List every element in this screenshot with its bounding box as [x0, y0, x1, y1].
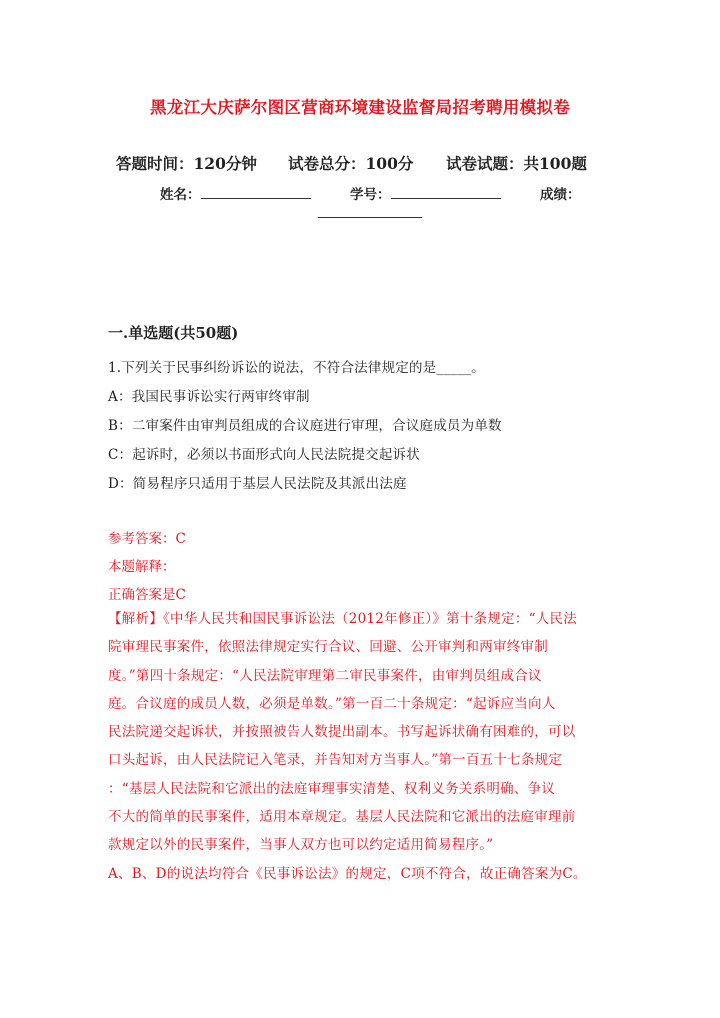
- score-blank[interactable]: [318, 205, 422, 218]
- analysis-line: 院审理民事案件，依照法律规定实行合议、回避、公开审判和两审终审制: [108, 639, 548, 656]
- analysis-line: 【解析】《中华人民共和国民事诉讼法（2012年修正）》第十条规定：“人民法: [108, 611, 578, 627]
- student-id-field-group: [350, 183, 540, 203]
- analysis-line: 不大的简单的民事案件，适用本章规定。基层人民法院和它派出的法庭审理前: [108, 809, 576, 826]
- option-a: A：我国民事诉讼实行两审终审制: [108, 389, 310, 405]
- option-c: C：起诉时，必须以书面形式向人民法院提交起诉状: [108, 447, 420, 463]
- exam-total-questions: 试卷试题：共100题: [446, 154, 587, 173]
- explanation-label: 本题解释：: [108, 559, 176, 575]
- name-blank[interactable]: [201, 186, 311, 199]
- analysis-line: 民法院递交起诉状，并按照被告人数提出副本。书写起诉状确有困难的，可以: [108, 724, 576, 741]
- student-id-blank[interactable]: [391, 186, 501, 199]
- analysis-line: A、B、D的说法均符合《民事诉讼法》的规定，C项不符合，故正确答案为C。: [108, 865, 587, 882]
- option-b: B：二审案件由审判员组成的合议庭进行审理，合议庭成员为单数: [108, 418, 502, 434]
- exam-info-line: [116, 152, 616, 174]
- student-info-line: [160, 183, 581, 203]
- student-id-label: 学号：: [350, 187, 391, 203]
- analysis-line: 口头起诉，由人民法院记入笔录，并告知对方当事人。”第一百五十七条规定: [108, 752, 563, 769]
- score-label: 成绩：: [540, 187, 581, 203]
- section-title: 一.单选题(共50题): [108, 324, 239, 342]
- name-label: 姓名：: [160, 187, 201, 203]
- option-d: D：简易程序只适用于基层人民法院及其派出法庭: [108, 476, 407, 492]
- analysis-line: 度。”第四十条规定：“人民法院审理第二审民事案件，由审判员组成合议: [108, 667, 542, 684]
- analysis-line: 款规定以外的民事案件，当事人双方也可以约定适用简易程序。”: [108, 837, 494, 854]
- analysis-text: [108, 605, 612, 888]
- analysis-line: ：“基层人民法院和它派出的法庭审理事实清楚、权利义务关系明确、争议: [108, 780, 556, 797]
- correct-answer: 正确答案是C: [108, 587, 186, 603]
- question-stem: 1.下列关于民事纠纷诉讼的说法，不符合法律规定的是_____。: [108, 360, 485, 376]
- exam-time: 答题时间：120分钟: [116, 154, 257, 173]
- name-field-group: [160, 183, 350, 203]
- reference-answer: 参考答案：C: [108, 531, 186, 547]
- analysis-line: 庭。合议庭的成员人数，必须是单数。”第一百二十条规定：“起诉应当向人: [108, 695, 556, 712]
- exam-total-score: 试卷总分：100分: [288, 154, 414, 173]
- document-title: 黑龙江大庆萨尔图区营商环境建设监督局招考聘用模拟卷: [150, 98, 570, 117]
